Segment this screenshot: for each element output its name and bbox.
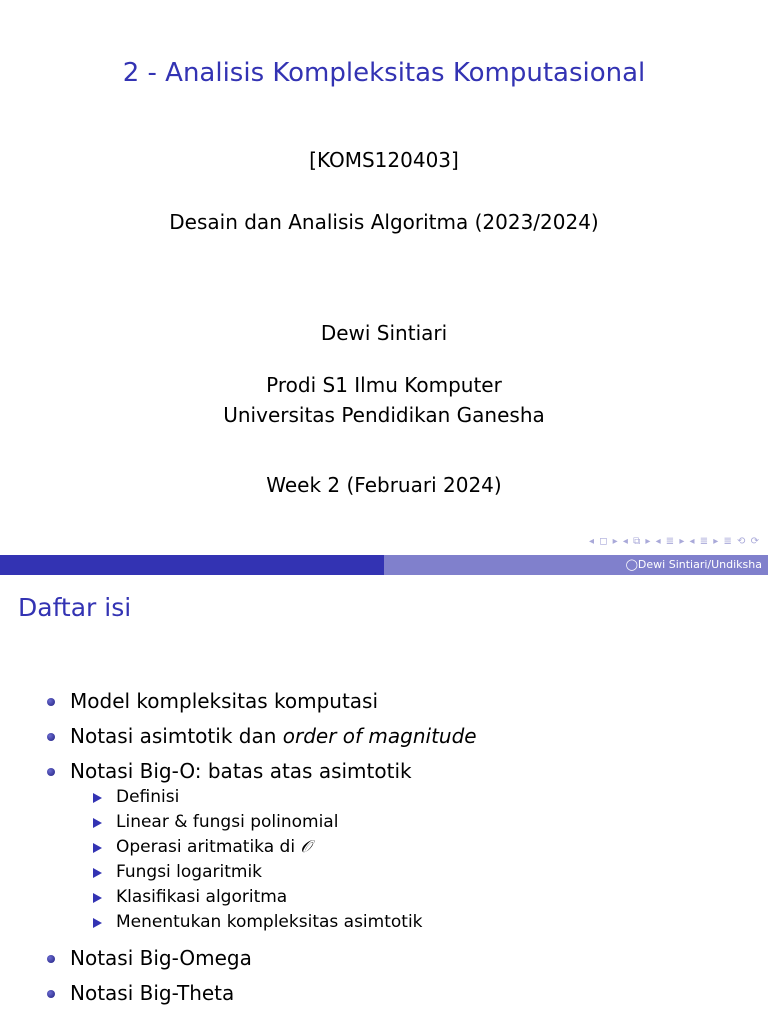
slide-footer xyxy=(0,555,768,575)
toc-subitem: Definisi xyxy=(70,785,768,810)
bullet-icon xyxy=(47,955,55,963)
toc-subitem: Klasifikasi algoritma xyxy=(70,885,768,910)
triangle-bullet-icon xyxy=(93,818,102,828)
toc-subitem: Fungsi logaritmik xyxy=(70,860,768,885)
affiliation-university: Universitas Pendidikan Ganesha xyxy=(223,403,545,427)
footer-left-bar xyxy=(0,555,384,575)
bullet-icon xyxy=(47,990,55,998)
toc-item xyxy=(0,724,768,748)
footer-credit: ◯Dewi Sintiari/Undiksha xyxy=(625,558,762,571)
triangle-bullet-icon xyxy=(93,893,102,903)
course-name: Desain dan Analisis Algoritma (2023/2024) xyxy=(169,210,599,234)
toc-item xyxy=(0,946,768,970)
toc-item xyxy=(0,689,768,713)
toc-item-label: Notasi Big-O: batas atas asimtotik xyxy=(70,759,412,783)
toc-item-label: Model kompleksitas komputasi xyxy=(70,689,379,713)
toc-item xyxy=(0,759,768,935)
bullet-icon xyxy=(47,768,55,776)
toc-item xyxy=(0,981,768,1005)
toc-sublist xyxy=(70,785,768,935)
course-code: [KOMS120403] xyxy=(309,148,459,172)
triangle-bullet-icon xyxy=(93,843,102,853)
affiliation-program: Prodi S1 Ilmu Komputer xyxy=(266,373,502,397)
slide-title: 2 - Analisis Kompleksitas Komputasional xyxy=(122,58,646,88)
triangle-bullet-icon xyxy=(93,918,102,928)
toc-subitem: Linear & fungsi polinomial xyxy=(70,810,768,835)
bullet-icon xyxy=(47,733,55,741)
bullet-icon xyxy=(47,698,55,706)
toc-subitem: Menentukan kompleksitas asimtotik xyxy=(70,910,768,935)
toc-item-label: Notasi Big-Theta xyxy=(70,981,235,1005)
triangle-bullet-icon xyxy=(93,868,102,878)
toc-list xyxy=(0,689,768,1016)
toc-subitem: Operasi aritmatika di 𝒪 xyxy=(70,835,768,860)
toc-item-label: Notasi asimtotik dan xyxy=(70,724,283,748)
calligraphic-o-symbol: 𝒪 xyxy=(300,837,312,857)
toc-slide xyxy=(0,575,768,1024)
presentation-date: Week 2 (Februari 2024) xyxy=(266,473,502,497)
author-name: Dewi Sintiari xyxy=(320,321,448,345)
triangle-bullet-icon xyxy=(93,793,102,803)
toc-item-label: Notasi Big-Omega xyxy=(70,946,252,970)
toc-item-italic: order of magnitude xyxy=(282,724,477,748)
frame-title: Daftar isi xyxy=(18,593,132,622)
beamer-navigation-icons[interactable]: ◂ ◻ ▸ ◂ ⧉ ▸ ◂ ≣ ▸ ◂ ≣ ▸ ≣ ⟲ ⟳ xyxy=(589,536,760,547)
